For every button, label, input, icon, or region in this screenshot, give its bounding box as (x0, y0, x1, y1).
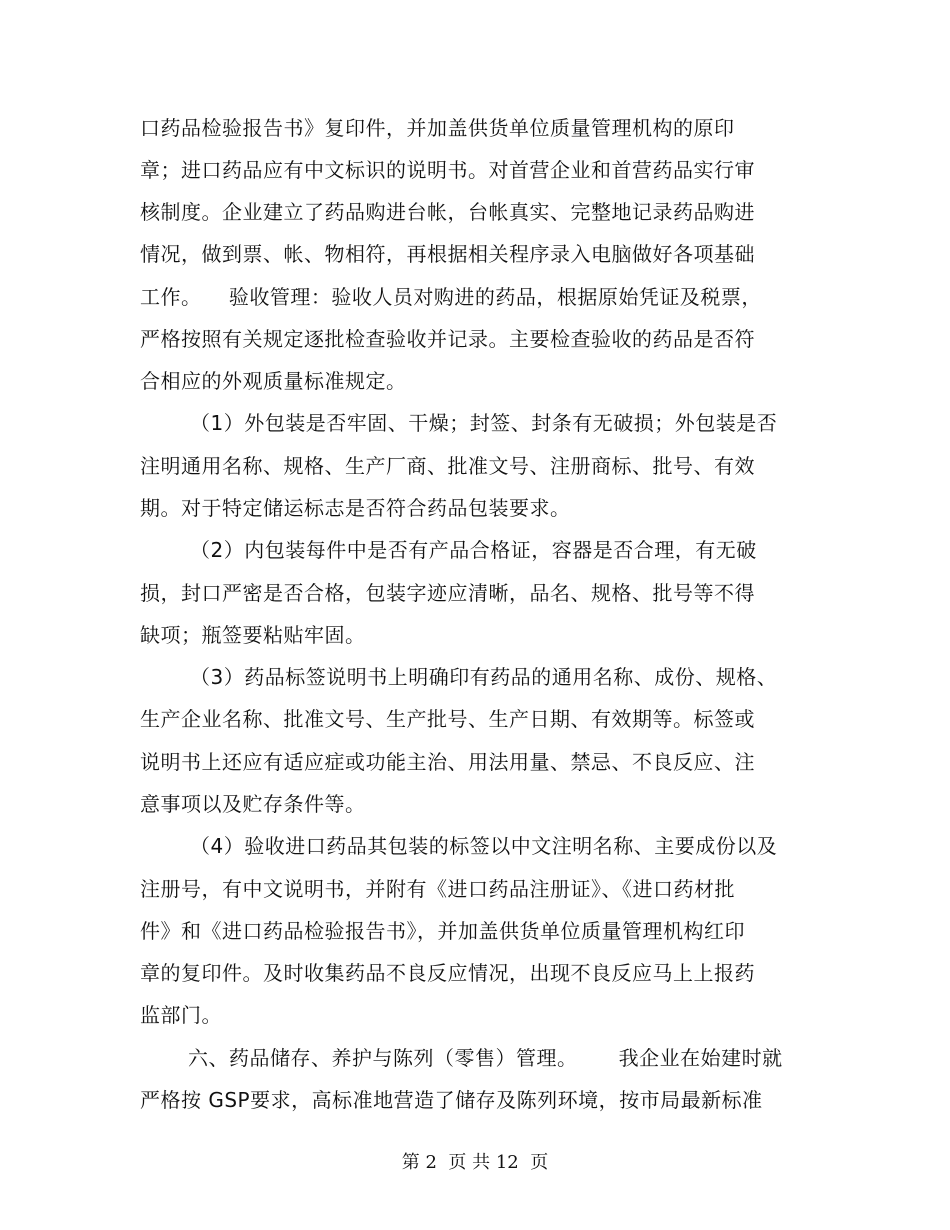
item-1-line-1: （1）外包装是否牢固、干燥；封签、封条有无破损；外包装是否 (190, 411, 778, 435)
item-4-line-1: （4）验收进口药品其包装的标签以中文注明名称、主要成份以及 (190, 834, 778, 858)
item-3-line-4: 意事项以及贮存条件等。 (140, 792, 366, 816)
item-1-line-2: 注明通用名称、规格、生产厂商、批准文号、注册商标、批号、有效 (140, 454, 755, 478)
body-line-6: 严格按照有关规定逐批检查验收并记录。主要检查验收的药品是否符 (140, 327, 755, 351)
item-1-line-3: 期。对于特定储运标志是否符合药品包装要求。 (140, 496, 571, 520)
body-line-1: 口药品检验报告书》复印件，并加盖供货单位质量管理机构的原印 (140, 116, 735, 140)
item-3-line-2: 生产企业名称、批准文号、生产批号、生产日期、有效期等。标签或 (140, 707, 755, 731)
item-2-line-2: 损，封口严密是否合格，包装字迹应清晰，品名、规格、批号等不得 (140, 581, 755, 605)
item-4-line-3: 件》和《进口药品检验报告书》，并加盖供货单位质量管理机构红印 (140, 919, 745, 943)
item-2-line-1: （2）内包装每件中是否有产品合格证，容器是否合理，有无破 (190, 538, 757, 562)
body-line-2: 章；进口药品应有中文标识的说明书。对首营企业和首营药品实行审 (140, 158, 755, 182)
body-line-3: 核制度。企业建立了药品购进台帐，台帐真实、完整地记录药品购进 (140, 200, 755, 224)
item-3-line-1: （3）药品标签说明书上明确印有药品的通用名称、成份、规格、 (190, 665, 778, 689)
section-6-line-1: 六、药品储存、养护与陈列（零售）管理。 我企业在始建时就 (188, 1046, 783, 1070)
item-3-line-3: 说明书上还应有适应症或功能主治、用法用量、禁忌、不良反应、注 (140, 750, 755, 774)
item-4-line-5: 监部门。 (140, 1003, 222, 1027)
page-number-footer: 第 2 页 共 12 页 (401, 1152, 549, 1173)
section-6-line-2: 严格按 GSP要求，高标准地营造了储存及陈列环境，按市局最新标准 (140, 1088, 763, 1112)
body-line-7: 合相应的外观质量标准规定。 (140, 369, 407, 393)
item-4-line-2: 注册号，有中文说明书，并附有《进口药品注册证》、《进口药材批 (140, 877, 735, 901)
item-2-line-3: 缺项；瓶签要粘贴牢固。 (140, 623, 366, 647)
item-4-line-4: 章的复印件。及时收集药品不良反应情况，出现不良反应马上上报药 (140, 961, 755, 985)
body-line-4: 情况，做到票、帐、物相符，再根据相关程序录入电脑做好各项基础 (140, 242, 755, 266)
body-line-5: 工作。 验收管理：验收人员对购进的药品，根据原始凭证及税票， (140, 285, 762, 309)
